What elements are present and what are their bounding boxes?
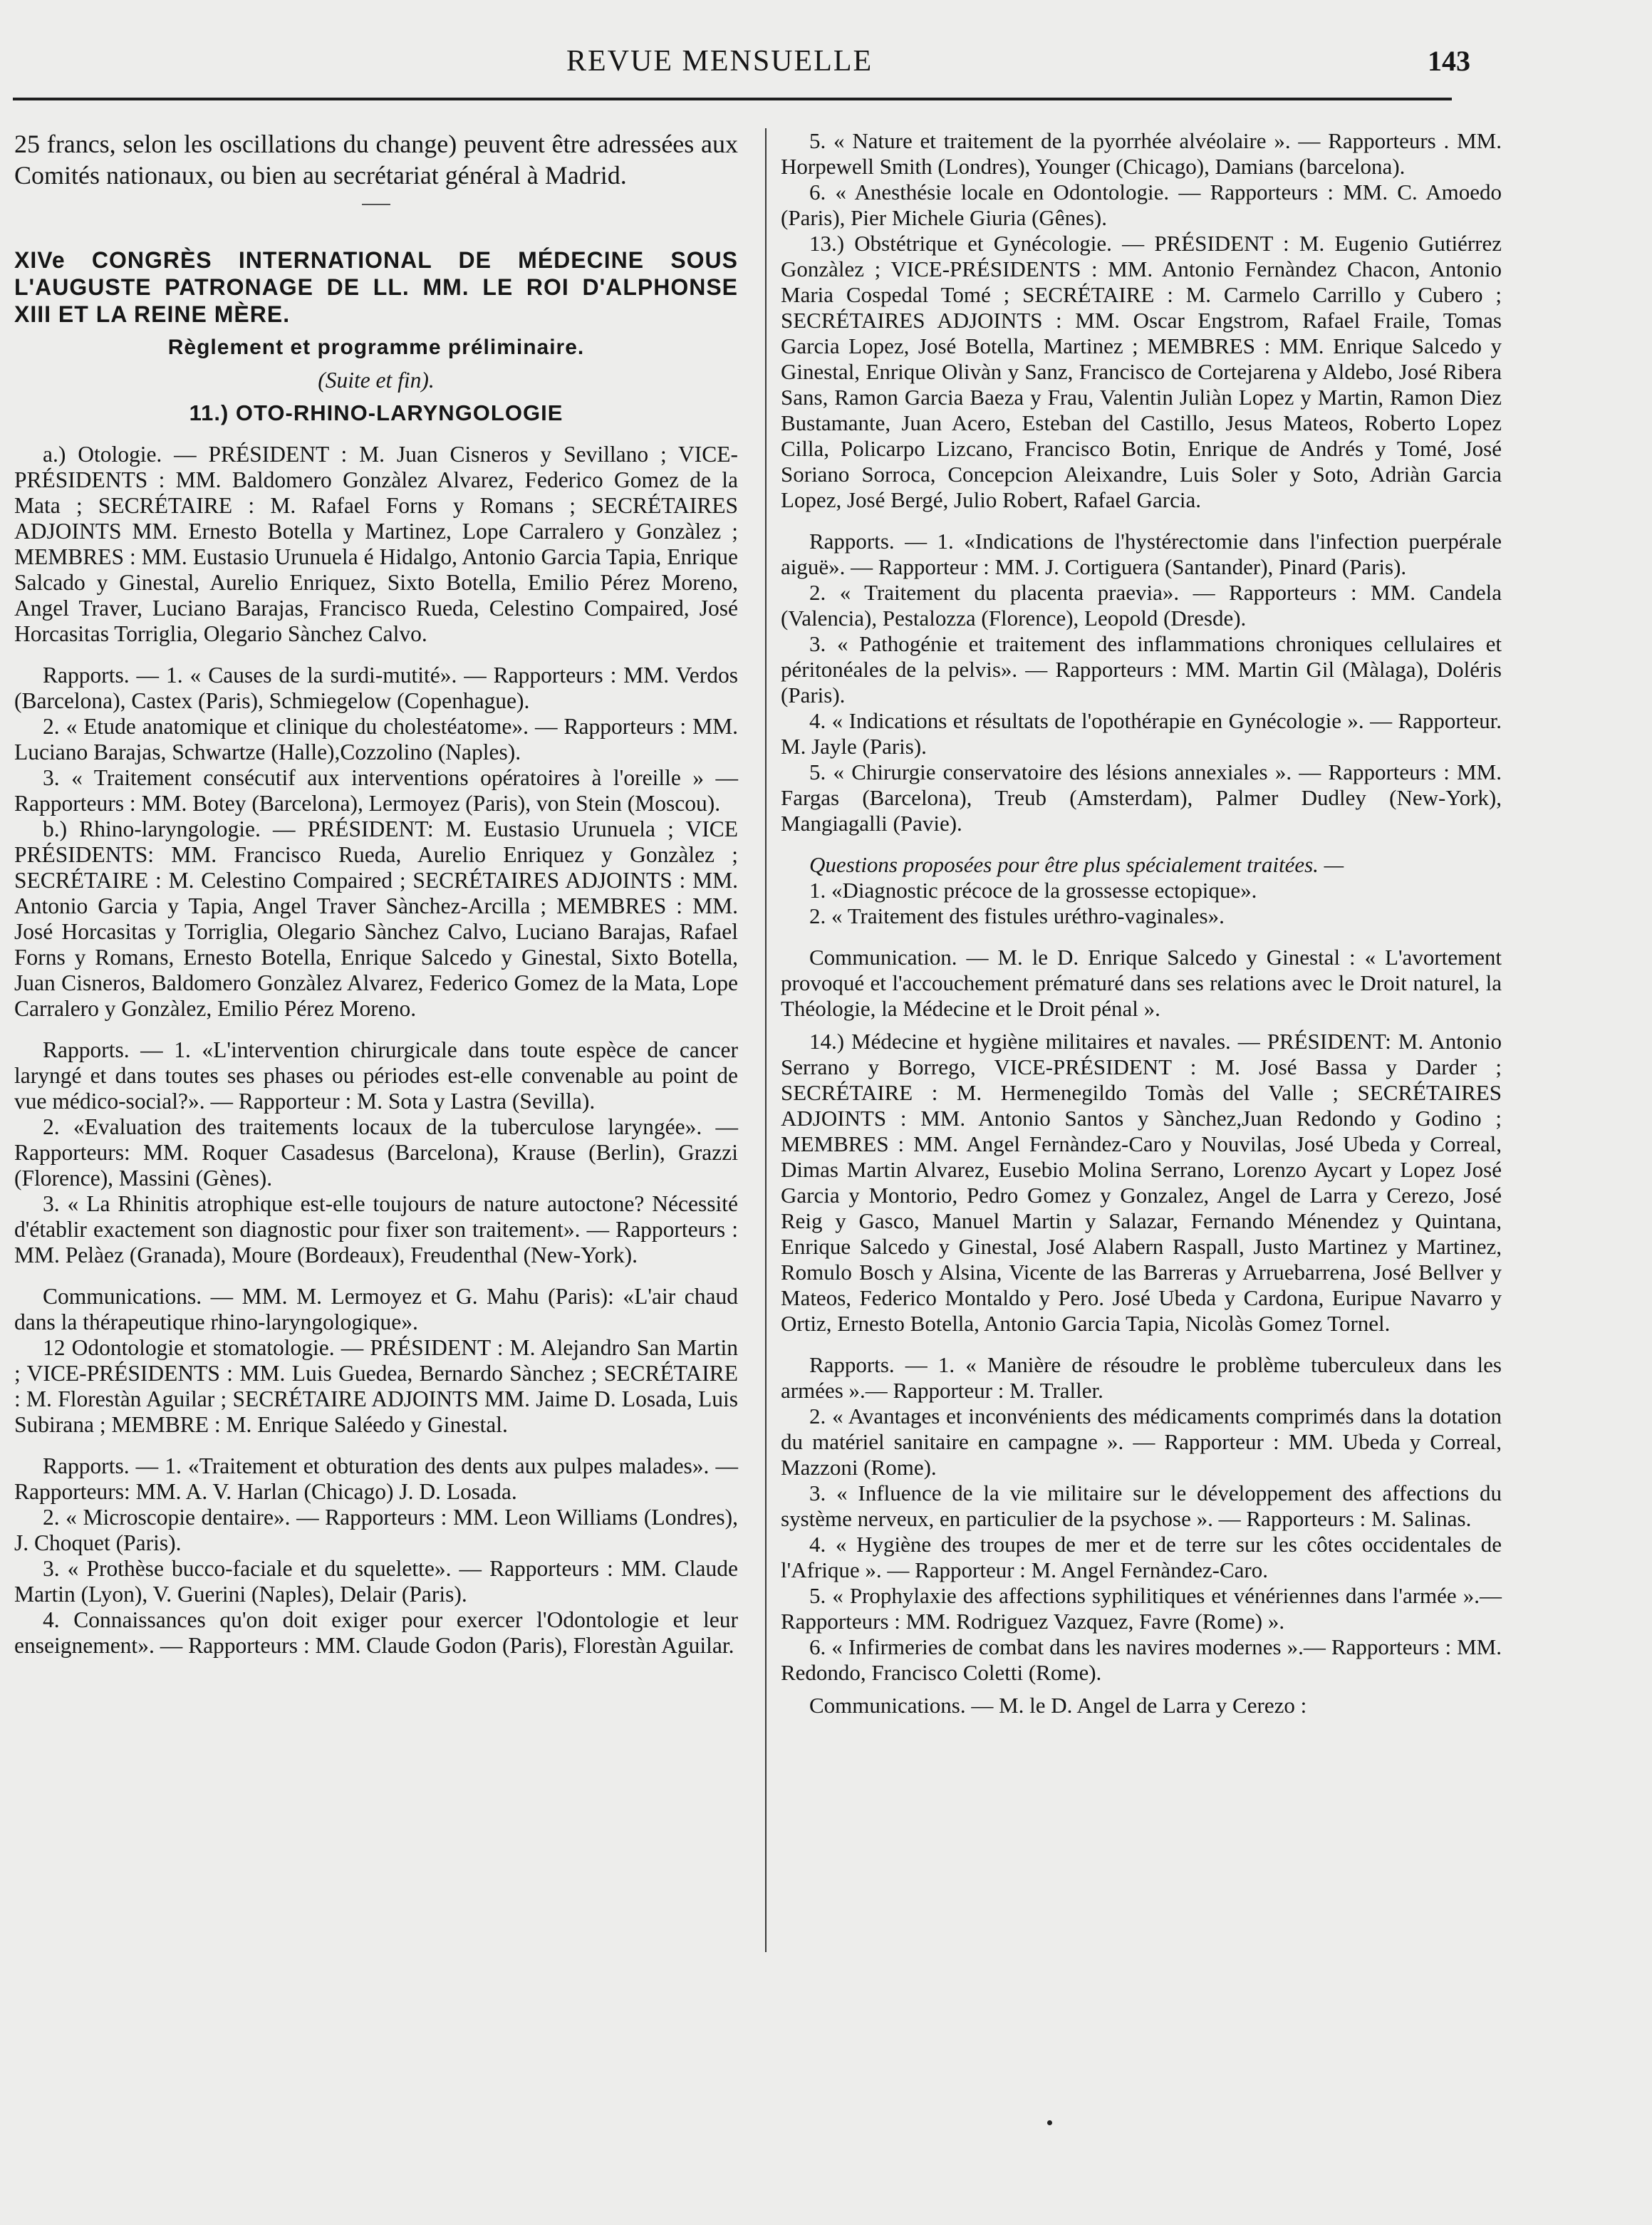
odonto-rapport-1: Rapports. — 1. «Traitement et obturation des dents aux pulpes malades». — Rapporteurs: MM. A. V. Harlan (Chicago) J. D. Losada. bbox=[14, 1453, 738, 1504]
section-14-paragraph: 14.) Médecine et hygiène militaires et navales. — PRÉSIDENT: M. Antonio Serrano y Borrego, VICE-PRÉSIDENT : M. José Bassa y Darder ; SECRÉTAIRE : M. Hermenegildo Tomàs del Valle ; SECRÉTAIRES ADJOINTS : MM. Antonio Santos y Sànchez,Juan Redondo y Godino ; MEMBRES : MM. Angel Fernàndez-Caro y Nouvilas, José Ubeda y Correal, Dimas Martin Alvarez, Eusebio Molina Serrano, Lorenzo Aycart y Lopez José Garcia y Montorio, Pedro Gomez y Gonzalez, Angel de Larra y Cerezo, José Reig y Gasco, Manuel Martin y Salazar, Fernando Ménendez y Quintana, Enrique Salcedo y Ginestal, José Alabern Raspall, Justo Martinez y Martinez, Romulo Bosch y Alsina, Vicente de las Barreras y Arruebarrena, José Bellver y Mateos, Federico Montaldo y Pero. José Ubeda y Cardona, Euripue Navarro y Ortiz, Ernesto Botella, Antonio Garcia Tapia, Nicolàs Gomez Tornel. bbox=[781, 1029, 1502, 1336]
obstet-rapport-2: 2. « Traitement du placenta praevia». — Rapporteurs : MM. Candela (Valencia), Pestalozza (Florence), Leopold (Dresde). bbox=[781, 580, 1502, 631]
section-12-paragraph: 12 Odontologie et stomatologie. — PRÉSIDENT : M. Alejandro San Martin ; VICE-PRÉSIDENTS : MM. Luis Guedea, Bernardo Sànchez ; SECRÉTAIRE : M. Florestàn Aguilar ; SECRÉTAIRE ADJOINTS MM. Jaime D. Losada, Luis Subirana ; MEMBRE : M. Enrique Saléedo y Ginestal. bbox=[14, 1335, 738, 1437]
military-rapport-5: 5. « Prophylaxie des affections syphilitiques et vénériennes dans l'armée ».—Rapporteurs : MM. Rodriguez Vazquez, Favre (Rome) ». bbox=[781, 1583, 1502, 1634]
rhino-rapport-3: 3. « La Rhinitis atrophique est-elle toujours de nature autoctone? Nécessité d'établir exactement son diagnostic pour fixer son traitement». — Rapporteurs : MM. Pelàez (Granada), Moure (Bordeaux), Freudenthal (New-York). bbox=[14, 1191, 738, 1267]
intro-paragraph: 25 francs, selon les oscillations du change) peuvent être adressées aux Comités nationaux, ou bien au secrétariat général à Madrid. bbox=[14, 130, 738, 190]
odonto-rapport-2: 2. « Microscopie dentaire». — Rapporteurs : MM. Leon Williams (Londres), J. Choquet (Paris). bbox=[14, 1505, 738, 1555]
header-rule bbox=[13, 98, 1452, 100]
military-communications: Communications. — M. le D. Angel de Larra y Cerezo : bbox=[809, 1693, 1307, 1718]
otologie-rapport-1: Rapports. — 1. « Causes de la surdi-mutité». — Rapporteurs : MM. Verdos (Barcelona), Castex (Paris), Schmiegelow (Copenhague). bbox=[14, 663, 738, 713]
military-rapport-3: 3. « Influence de la vie militaire sur le développement des affections du système nerveux, en particulier de la psychose ». — Rapporteurs : M. Salinas. bbox=[781, 1480, 1502, 1531]
obstet-communication: Communication. — M. le D. Enrique Salcedo y Ginestal : « L'avortement provoqué et l'accouchement prématuré dans ses relations avec le Droit naturel, la Théologie, la Médecine et le Droit pénal ». bbox=[781, 945, 1502, 1021]
section-11-heading: 11.) OTO-RHINO-LARYNGOLOGIE bbox=[189, 400, 563, 425]
odonto-rapport-6: 6. « Anesthésie locale en Odontologie. — Rapporteurs : MM. C. Amoedo (Paris), Pier Michele Giuria (Gênes). bbox=[781, 180, 1502, 230]
obstet-rapport-5: 5. « Chirurgie conservatoire des lésions annexiales ». — Rapporteurs : MM. Fargas (Barcelona), Treub (Amsterdam), Palmer Dudley (New-York), Mangiagalli (Pavie). bbox=[781, 759, 1502, 836]
rhino-rapport-2: 2. «Evaluation des traitements locaux de la tuberculose laryngée». — Rapporteurs: MM. Roquer Casadesus (Barcelona), Krause (Berlin), Grazzi (Florence), Massini (Gènes). bbox=[14, 1114, 738, 1191]
column-divider bbox=[765, 128, 767, 1952]
obstet-question-2: 2. « Traitement des fistules uréthro-vaginales». bbox=[809, 903, 1225, 928]
running-title: REVUE MENSUELLE bbox=[566, 45, 873, 78]
military-rapport-1: Rapports. — 1. « Manière de résoudre le problème tuberculeux dans les armées ».— Rapporteur : M. Traller. bbox=[781, 1352, 1502, 1403]
document-subtitle: Règlement et programme préliminaire. bbox=[167, 336, 585, 359]
otologie-rapport-2: 2. « Etude anatomique et clinique du cholestéatome». — Rapporteurs : MM. Luciano Barajas, Schwartze (Halle),Cozzolino (Naples). bbox=[14, 714, 738, 764]
obstet-rapport-3: 3. « Pathogénie et traitement des inflammations chroniques cellulaires et péritonéales de la pelvis». — Rapporteurs : MM. Martin Gil (Màlaga), Doléris (Paris). bbox=[781, 631, 1502, 707]
odonto-rapport-3: 3. « Prothèse bucco-faciale et du squelette». — Rapporteurs : MM. Claude Martin (Lyon), V. Guerini (Naples), Delair (Paris). bbox=[14, 1556, 738, 1607]
obstet-question-1: 1. «Diagnostic précoce de la grossesse ectopique». bbox=[809, 878, 1257, 903]
congress-title: XIVe CONGRÈS INTERNATIONAL DE MÉDECINE SOUS L'AUGUSTE PATRONAGE DE LL. MM. LE ROI D'ALPHONSE XIII ET LA REINE MÈRE. bbox=[14, 247, 738, 327]
obstet-questions-heading: Questions proposées pour être plus spécialement traitées. — bbox=[809, 852, 1344, 877]
obstet-rapport-4: 4. « Indications et résultats de l'opothérapie en Gynécologie ». — Rapporteur. M. Jayle (Paris). bbox=[781, 708, 1502, 759]
suite-note: (Suite et fin). bbox=[318, 368, 435, 393]
military-rapport-6: 6. « Infirmeries de combat dans les navires modernes ».— Rapporteurs : MM. Redondo, Francisco Coletti (Rome). bbox=[781, 1634, 1502, 1685]
page-bullet bbox=[1047, 2120, 1052, 2125]
left-column bbox=[14, 128, 738, 1659]
page-number: 143 bbox=[1428, 45, 1470, 77]
odonto-rapport-5: 5. « Nature et traitement de la pyorrhée alvéolaire ». — Rapporteurs . MM. Horpewell Smith (Londres), Younger (Chicago), Damians (barcelona). bbox=[781, 128, 1502, 179]
obstet-rapport-1: Rapports. — 1. «Indications de l'hystérectomie dans l'infection puerpérale aiguë». — Rapporteur : MM. J. Cortiguera (Santander), Pinard (Paris). bbox=[781, 529, 1502, 579]
otologie-rapport-3: 3. « Traitement consécutif aux interventions opératoires à l'oreille » — Rapporteurs : MM. Botey (Barcelona), Lermoyez (Paris), von Stein (Moscou). bbox=[14, 765, 738, 816]
right-column bbox=[781, 128, 1502, 1718]
rhino-laryngologie-paragraph: b.) Rhino-laryngologie. — PRÉSIDENT: M. Eustasio Urunuela ; VICE PRÉSIDENTS: MM. Francisco Rueda, Aurelio Enriquez y Gonzàlez ; SECRÉTAIRE : M. Celestino Compaired ; SECRÉTAIRES ADJOINTS : MM. Antonio Garcia y Tapia, Angel Traver Sànchez-Arcilla ; MEMBRES : MM. José Horcasitas y Torriglia, Olegario Sànchez Calvo, Luciano Barajas, Rafael Forns y Romans, Ernesto Botella, Enrique Salcedo y Ginestal, Sixto Botella, Juan Cisneros, Baldomero Gonzàlez Alvarez, Federico Gomez de la Mata, Lope Carralero y Gonzàlez, Emilio Pérez Moreno. bbox=[14, 816, 738, 1021]
rhino-rapport-1: Rapports. — 1. «L'intervention chirurgicale dans toute espèce de cancer laryngé et dans toutes ses phases ou périodes est-elle convenable au point de vue médico-social?». — Rapporteur : M. Sota y Lastra (Sevilla). bbox=[14, 1037, 738, 1114]
military-rapport-2: 2. « Avantages et inconvénients des médicaments comprimés dans la dotation du matériel sanitaire en campagne ». — Rapporteur : MM. Ubeda y Correal, Mazzoni (Rome). bbox=[781, 1404, 1502, 1480]
odonto-rapport-4: 4. Connaissances qu'on doit exiger pour exercer l'Odontologie et leur enseignement». — Rapporteurs : MM. Claude Godon (Paris), Florestàn Aguilar. bbox=[14, 1607, 738, 1658]
section-13-paragraph: 13.) Obstétrique et Gynécologie. — PRÉSIDENT : M. Eugenio Gutiérrez Gonzàlez ; VICE-PRÉSIDENTS : MM. Antonio Fernàndez Chacon, Antonio Maria Cospedal Tomé ; SECRÉTAIRE : M. Carmelo Carrillo y Cubero ; SECRÉTAIRES ADJOINTS : MM. Oscar Engstrom, Rafael Fraile, Tomas Garcia Lopez, José Botella, Martinez ; MEMBRES : MM. Enrique Salcedo y Ginestal, Enrique Olivàn y Sanz, Francisco de Cortejarena y Aldebo, José Ribera Sans, Ramon Garcia Baeza y Frau, Valentin Juliàn Lopez y Martin, Ramon Diez Bustamante, Juan Acero, Esteban del Castillo, Jesus Mateos, Roberto Lopez Cilla, Policarpo Lizcano, Francisco Botin, Enrique de Andrés y Tomé, José Soriano Sorroca, Concepcion Aleixandre, Luis Soler y Soto, Adriàn Garcia Lopez, José Bergé, Julio Robert, Rafael Garcia. bbox=[781, 231, 1502, 512]
page-header bbox=[0, 44, 1652, 87]
otologie-paragraph: a.) Otologie. — PRÉSIDENT : M. Juan Cisneros y Sevillano ; VICE-PRÉSIDENTS : MM. Baldomero Gonzàlez Alvarez, Federico Gomez de la Mata ; SECRÉTAIRE : M. Rafael Forns y Romans ; SECRÉTAIRES ADJOINTS MM. Ernesto Botella y Martinez, Lope Carralero y Gonzàlez ; MEMBRES : MM. Eustasio Urunuela é Hidalgo, Antonio Garcia Tapia, Enrique Salcado y Ginestal, Aurelio Enriquez, Sixto Botella, Emilio Pérez Moreno, Angel Traver, Luciano Barajas, Francisco Rueda, Celestino Compaired, José Horcasitas Torriglia, Olegario Sànchez Calvo. bbox=[14, 442, 738, 646]
military-rapport-4: 4. « Hygiène des troupes de mer et de terre sur les côtes occidentales de l'Afrique ». — Rapporteur : M. Angel Fernàndez-Caro. bbox=[781, 1532, 1502, 1582]
rhino-communications: Communications. — MM. M. Lermoyez et G. Mahu (Paris): «L'air chaud dans la thérapeutique rhino-laryngologique». bbox=[14, 1284, 738, 1334]
